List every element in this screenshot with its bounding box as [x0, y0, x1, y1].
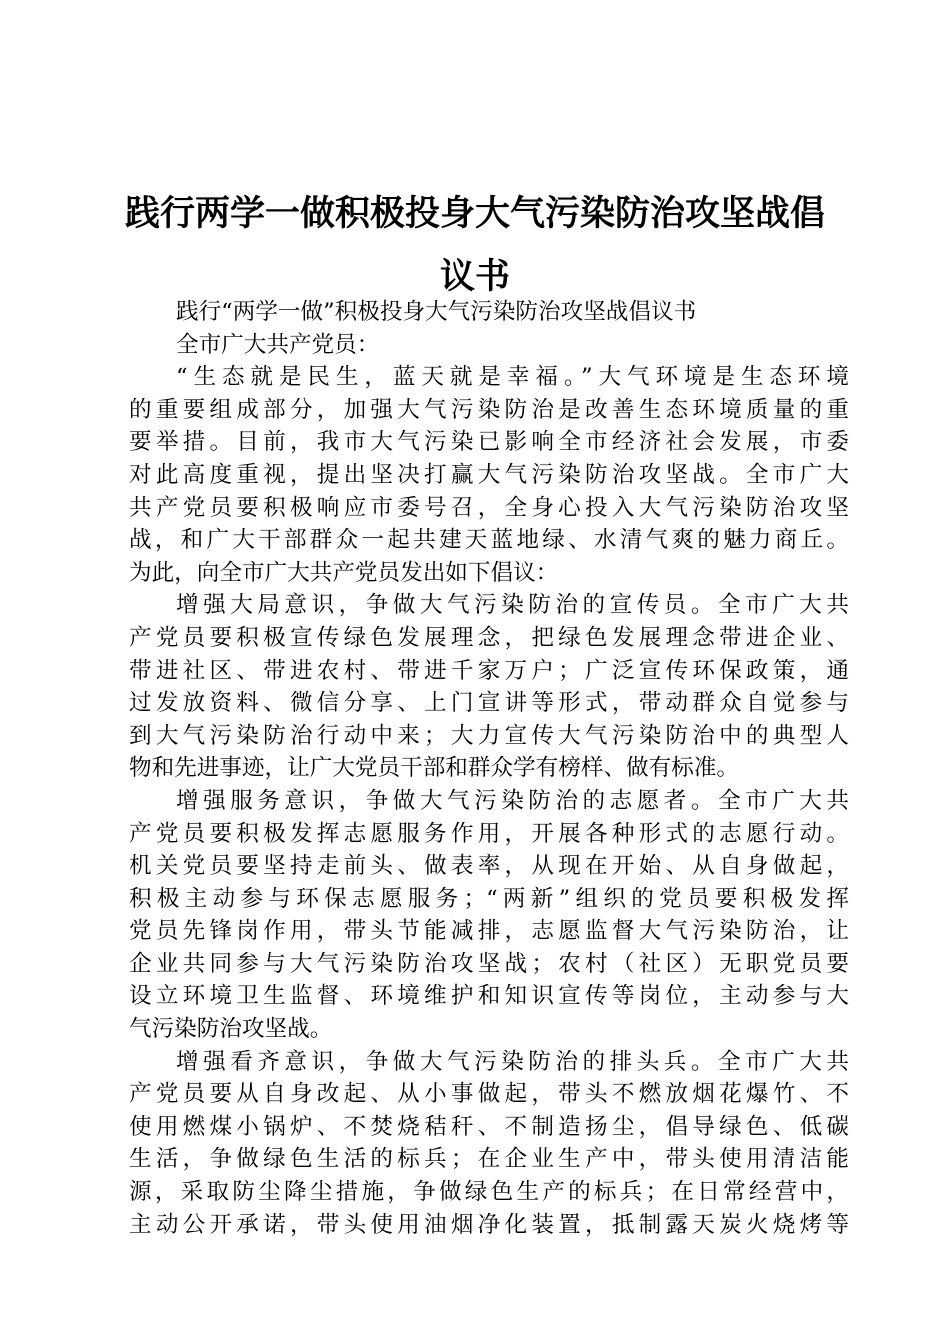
body-text-line: 主动公开承诺，带头使用油烟净化装置，抵制露天炭火烧烤等 — [129, 1211, 849, 1238]
body-text-line: 战，和广大干部群众一起共建天蓝地绿、水清气爽的魅力商丘。 — [129, 527, 849, 554]
body-text-line: 增强大局意识，争做大气污染防治的宣传员。全市广大共 — [176, 592, 849, 619]
title-line: 践行两学一做积极投身大气污染防治攻坚战倡 — [124, 193, 825, 234]
body-text-line: 带进社区、带进农村、带进千家万户；广泛宣传环保政策，通 — [129, 657, 849, 684]
body-text-line: 产党员要积极发挥志愿服务作用，开展各种形式的志愿行动。 — [129, 820, 849, 847]
body-text-line: 增强服务意识，争做大气污染防治的志愿者。全市广大共 — [176, 787, 849, 814]
body-text-line: 的重要组成部分，加强大气污染防治是改善生态环境质量的重 — [129, 396, 849, 423]
body-text-line: 生活，争做绿色生活的标兵；在企业生产中，带头使用清洁能 — [129, 1146, 849, 1173]
body-text-line: 要举措。目前，我市大气污染已影响全市经济社会发展，市委 — [129, 429, 849, 456]
body-text-line: 产党员要从自身改起、从小事做起，带头不燃放烟花爆竹、不 — [129, 1081, 849, 1108]
body-text-line: 物和先进事迹，让广大党员干部和群众学有榜样、做有标准。 — [129, 755, 740, 782]
body-text-line: 企业共同参与大气污染防治攻坚战；农村（社区）无职党员要 — [129, 950, 849, 977]
body-text-line: 增强看齐意识，争做大气污染防治的排头兵。全市广大共 — [176, 1048, 849, 1075]
body-text-line: 设立环境卫生监督、环境维护和知识宣传等岗位，主动参与大 — [129, 983, 849, 1010]
body-text-line: 对此高度重视，提出坚决打赢大气污染防治攻坚战。全市广大 — [129, 461, 849, 488]
body-text-line: 使用燃煤小锅炉、不焚烧秸秆、不制造扬尘，倡导绿色、低碳 — [129, 1113, 849, 1140]
body-text-line: 党员先锋岗作用，带头节能减排，志愿监督大气污染防治，让 — [129, 918, 849, 945]
body-text-line: 全市广大共产党员： — [176, 331, 380, 358]
body-text-line: 为此，向全市广大共产党员发出如下倡议： — [129, 559, 559, 586]
body-text-line: 气污染防治攻坚战。 — [129, 1016, 333, 1043]
body-text-line: 践行“两学一做”积极投身大气污染防治攻坚战倡议书 — [176, 299, 697, 325]
body-text-line: 产党员要积极宣传绿色发展理念，把绿色发展理念带进企业、 — [129, 624, 849, 651]
title-line: 议书 — [439, 256, 510, 297]
document-body — [129, 296, 849, 1241]
body-text-line: “生态就是民生，蓝天就是幸福。”大气环境是生态环境 — [176, 364, 849, 391]
body-text-line: 到大气污染防治行动中来；大力宣传大气污染防治中的典型人 — [129, 722, 849, 749]
body-text-line: 过发放资料、微信分享、上门宣讲等形式，带动群众自觉参与 — [129, 690, 849, 717]
body-text-line: 共产党员要积极响应市委号召，全身心投入大气污染防治攻坚 — [129, 494, 849, 521]
body-text-line: 源，采取防尘降尘措施，争做绿色生产的标兵；在日常经营中， — [129, 1179, 849, 1206]
body-text-line: 机关党员要坚持走前头、做表率，从现在开始、从自身做起， — [129, 853, 849, 880]
document-title — [110, 182, 840, 308]
body-text-line: 积极主动参与环保志愿服务；“两新”组织的党员要积极发挥 — [129, 885, 849, 912]
